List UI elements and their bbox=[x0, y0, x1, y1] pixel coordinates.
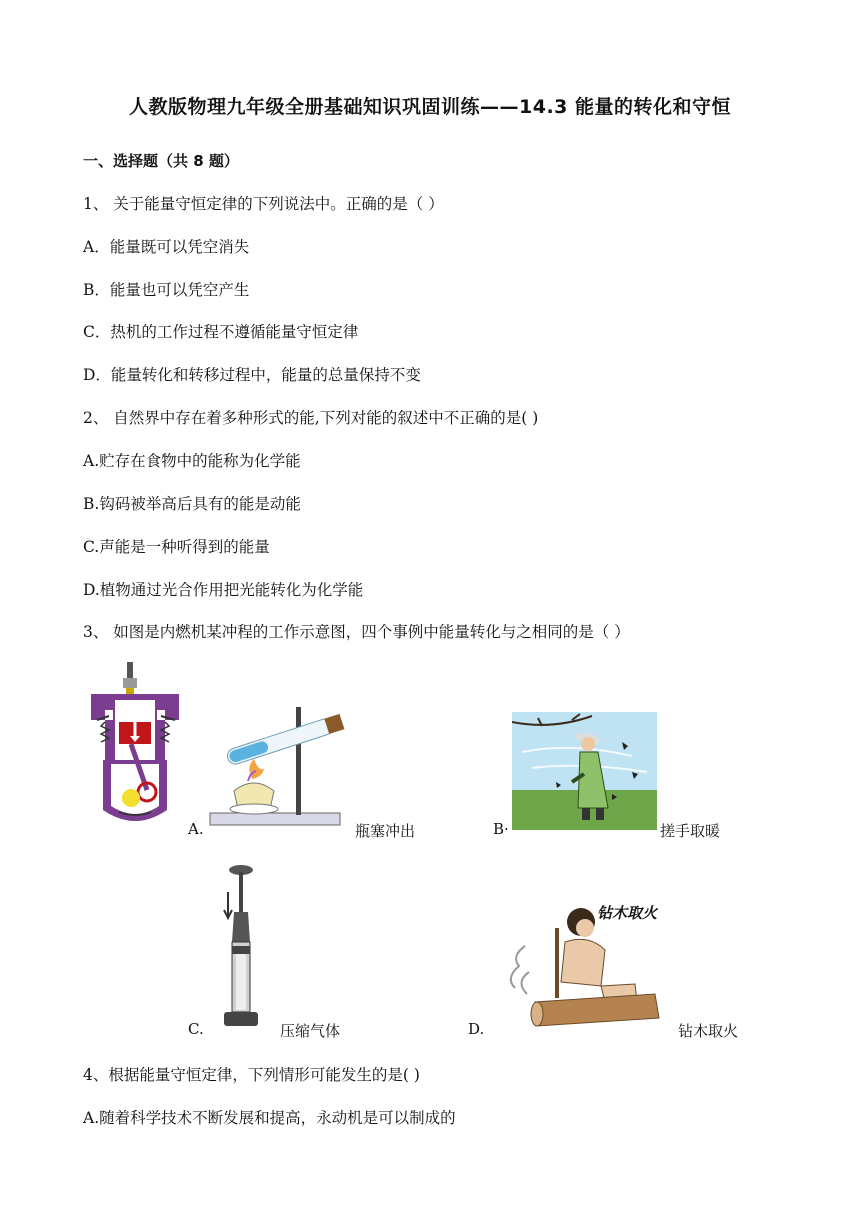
question-1-option-b: B．能量也可以凭空产生 bbox=[83, 281, 250, 299]
question-2-option-d: D.植物通过光合作用把光能转化为化学能 bbox=[83, 581, 364, 599]
engine-stroke-figure bbox=[83, 660, 188, 830]
question-2-option-b: B.钩码被举高后具有的能是动能 bbox=[83, 495, 301, 513]
test-tube-stopper-figure bbox=[206, 705, 356, 830]
option-b-caption: 搓手取暖 bbox=[660, 822, 721, 840]
option-d-letter: D. bbox=[468, 1020, 485, 1038]
section-heading: 一、选择题（共 8 题） bbox=[83, 152, 239, 170]
question-3-stem: 3、 如图是内燃机某冲程的工作示意图，四个事例中能量转化与之相同的是（ ） bbox=[83, 623, 630, 641]
option-b-letter: B· bbox=[493, 820, 509, 838]
question-1-option-a: A．能量既可以凭空消失 bbox=[83, 238, 250, 256]
option-d-caption: 钻木取火 bbox=[678, 1022, 739, 1040]
document-title: 人教版物理九年级全册基础知识巩固训练——14.3 能量的转化和守恒 bbox=[129, 96, 731, 118]
air-compression-figure bbox=[220, 862, 262, 1032]
question-2-option-a: A.贮存在食物中的能称为化学能 bbox=[83, 452, 301, 470]
question-2-option-c: C.声能是一种听得到的能量 bbox=[83, 538, 270, 556]
question-2-stem: 2、 自然界中存在着多种形式的能,下列对能的叙述中不正确的是( ) bbox=[83, 409, 539, 427]
option-c-letter: C. bbox=[188, 1020, 204, 1038]
drilling-wood-figure bbox=[505, 898, 675, 1033]
option-a-caption: 瓶塞冲出 bbox=[355, 822, 416, 840]
drill-banner-text: 钻木取火 bbox=[597, 904, 658, 922]
question-1-option-c: C．热机的工作过程不遵循能量守恒定律 bbox=[83, 323, 359, 341]
question-1-option-d: D．能量转化和转移过程中，能量的总量保持不变 bbox=[83, 366, 421, 384]
question-1-stem: 1、 关于能量守恒定律的下列说法中。正确的是（ ） bbox=[83, 195, 444, 213]
question-4-stem: 4、根据能量守恒定律，下列情形可能发生的是( ) bbox=[83, 1066, 420, 1084]
option-a-letter: A. bbox=[188, 820, 204, 838]
rubbing-hands-figure bbox=[512, 712, 657, 830]
option-c-caption: 压缩气体 bbox=[280, 1022, 341, 1040]
question-4-option-a: A.随着科学技术不断发展和提高，永动机是可以制成的 bbox=[83, 1109, 456, 1127]
